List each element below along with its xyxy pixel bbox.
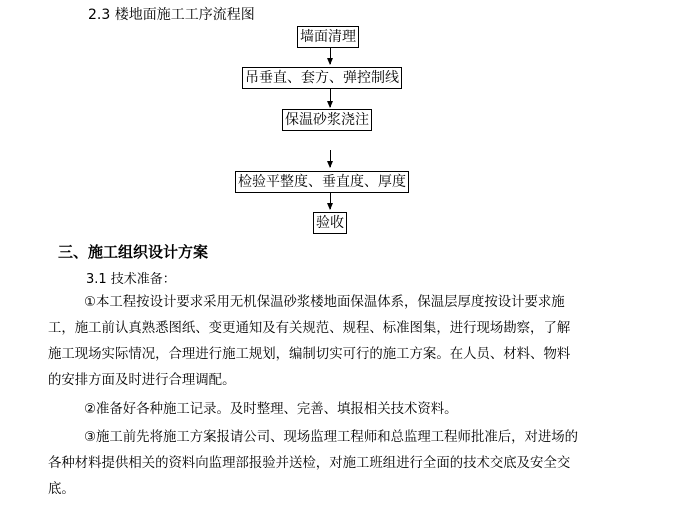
flow-step-1: 墙面清理 <box>297 26 359 48</box>
flow-step-4: 检验平整度、垂直度、厚度 <box>235 171 409 193</box>
paragraph-1 <box>48 290 614 394</box>
flow-step-5: 验收 <box>313 212 347 234</box>
subsection-heading: 3.1 技术准备： <box>86 272 176 287</box>
flow-arrow-3 <box>330 150 331 167</box>
paragraph-2 <box>48 397 614 423</box>
paragraph-line: ①本工程按设计要求采用无机保温砂浆楼地面保温体系，保温层厚度按设计要求施 <box>84 295 565 310</box>
paragraph-3 <box>48 425 614 503</box>
paragraph-line: 工，施工前认真熟悉图纸、变更通知及有关规范、规程、标准图集，进行现场勘察，了解 <box>48 321 571 336</box>
paragraph-line: ③施工前先将施工方案报请公司、现场监理工程师和总监理工程师批准后，对进场的 <box>84 430 579 445</box>
flow-arrow-1 <box>330 48 331 64</box>
paragraph-line: 各种材料提供相关的资料向监理部报验并送检，对施工班组进行全面的技术交底及安全交 <box>48 456 571 471</box>
flow-arrow-2 <box>330 89 331 107</box>
section-heading: 三、施工组织设计方案 <box>58 243 209 261</box>
paragraph-line: 的安排方面及时进行合理调配。 <box>48 373 236 388</box>
section-title: 2.3 楼地面施工工序流程图 <box>88 7 255 23</box>
flow-arrow-4 <box>330 193 331 209</box>
paragraph-line: ②准备好各种施工记录。及时整理、完善、填报相关技术资料。 <box>84 402 458 417</box>
paragraph-line: 施工现场实际情况，合理进行施工规划，编制切实可行的施工方案。在人员、材料、物料 <box>48 347 571 362</box>
paragraph-line: 底。 <box>48 482 75 497</box>
flow-step-2: 吊垂直、套方、弹控制线 <box>242 67 402 89</box>
flow-step-3: 保温砂浆浇注 <box>282 109 372 131</box>
